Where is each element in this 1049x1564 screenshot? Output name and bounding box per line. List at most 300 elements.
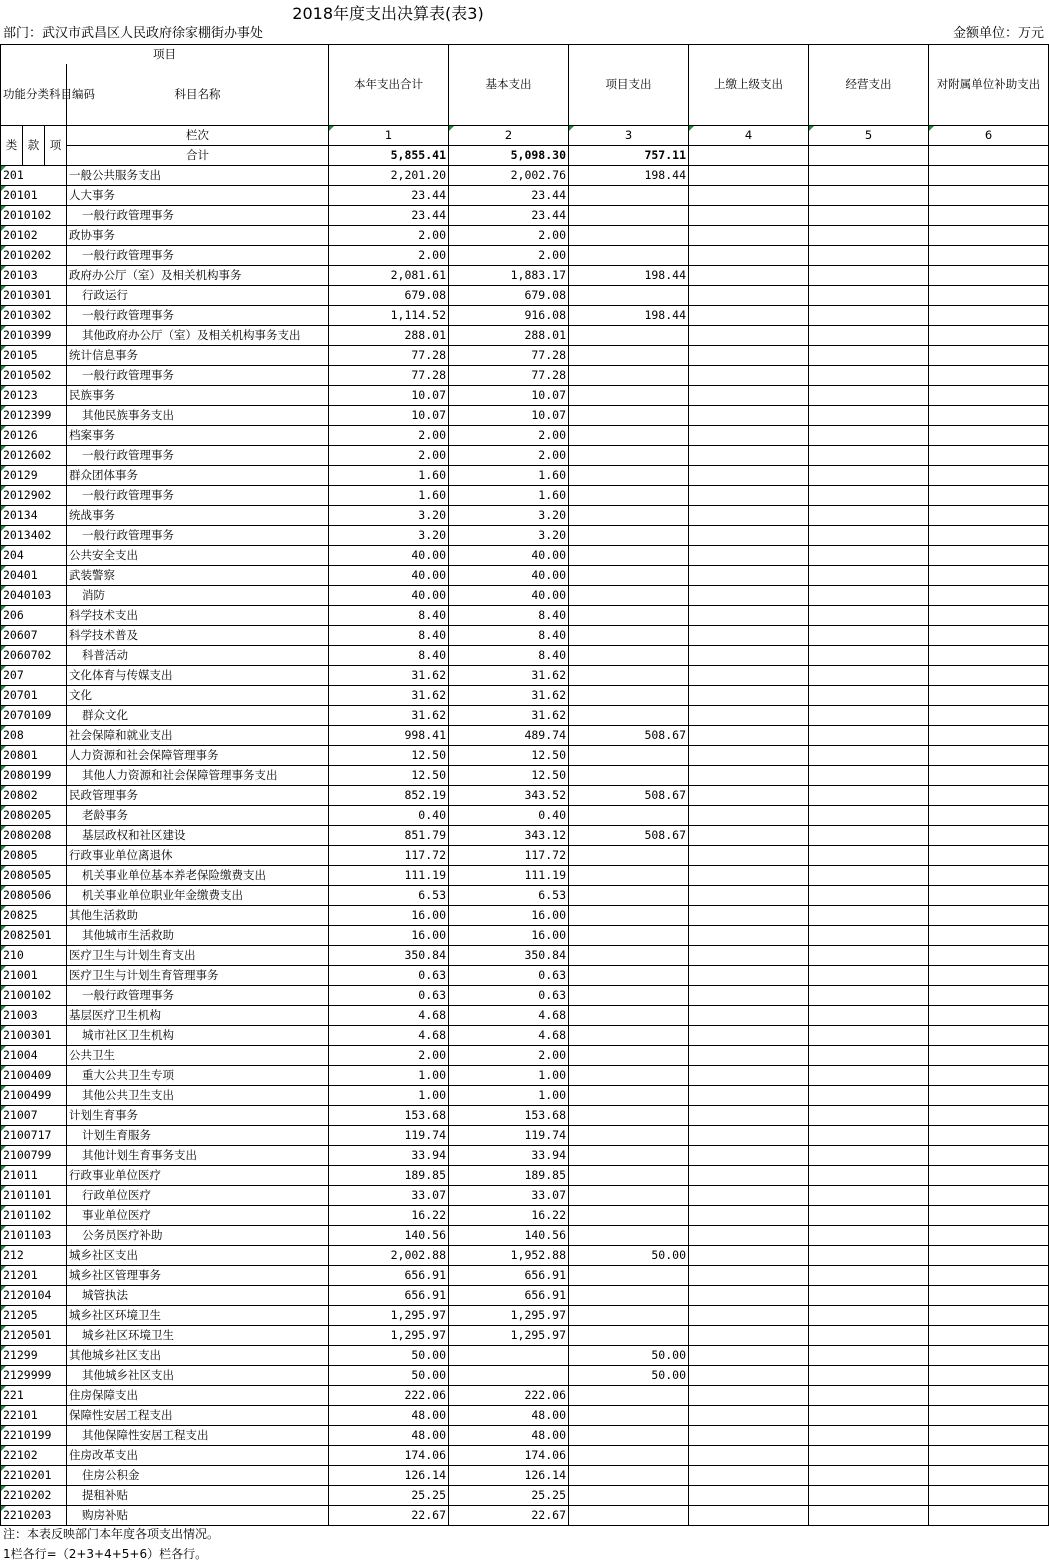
- row-value-col-2: 343.12: [449, 825, 569, 845]
- row-value-col-5: [809, 1225, 929, 1245]
- row-value-col-3: [569, 1105, 689, 1125]
- row-value-col-1: 0.63: [329, 965, 449, 985]
- row-value-col-3: [569, 245, 689, 265]
- row-value-col-1: 12.50: [329, 765, 449, 785]
- row-value-col-3: [569, 1165, 689, 1185]
- row-value-col-6: [929, 885, 1049, 905]
- row-value-col-4: [689, 1145, 809, 1165]
- row-value-col-6: [929, 345, 1049, 365]
- row-value-col-2: 1.60: [449, 465, 569, 485]
- col-number-1: 1: [329, 125, 449, 145]
- row-value-col-5: [809, 485, 929, 505]
- row-code: 206: [1, 605, 67, 625]
- row-value-col-3: [569, 1045, 689, 1065]
- row-value-col-3: [569, 605, 689, 625]
- col-number-2: 2: [449, 125, 569, 145]
- row-value-col-5: [809, 285, 929, 305]
- row-value-col-3: [569, 205, 689, 225]
- row-value-col-3: [569, 845, 689, 865]
- row-value-col-1: 10.07: [329, 385, 449, 405]
- row-value-col-6: [929, 305, 1049, 325]
- row-value-col-2: 8.40: [449, 605, 569, 625]
- row-subject-name: 文化体育与传媒支出: [67, 665, 329, 685]
- row-value-col-4: [689, 705, 809, 725]
- row-value-col-3: [569, 1145, 689, 1165]
- row-value-col-3: [569, 625, 689, 645]
- row-value-col-1: 222.06: [329, 1385, 449, 1405]
- row-value-col-2: 3.20: [449, 505, 569, 525]
- table-row: [1, 1485, 1049, 1505]
- row-value-col-4: [689, 185, 809, 205]
- row-value-col-3: [569, 1465, 689, 1485]
- table-row: [1, 1185, 1049, 1205]
- row-value-col-5: [809, 1425, 929, 1445]
- row-value-col-6: [929, 185, 1049, 205]
- row-code: 21003: [1, 1005, 67, 1025]
- row-value-col-4: [689, 1185, 809, 1205]
- row-value-col-3: [569, 365, 689, 385]
- row-code: 21011: [1, 1165, 67, 1185]
- row-value-col-2: 916.08: [449, 305, 569, 325]
- row-subject-name: 住房保障支出: [67, 1385, 329, 1405]
- table-row: [1, 185, 1049, 205]
- row-value-col-2: 656.91: [449, 1265, 569, 1285]
- row-code: 2013402: [1, 525, 67, 545]
- row-code: 221: [1, 1385, 67, 1405]
- row-subject-name: 一般行政管理事务: [67, 305, 329, 325]
- row-value-col-1: 33.94: [329, 1145, 449, 1165]
- row-value-col-2: 119.74: [449, 1125, 569, 1145]
- row-code: 2120104: [1, 1285, 67, 1305]
- row-value-col-6: [929, 1405, 1049, 1425]
- row-value-col-6: [929, 1225, 1049, 1245]
- row-value-col-2: 31.62: [449, 705, 569, 725]
- row-value-col-3: [569, 545, 689, 565]
- row-value-col-3: [569, 985, 689, 1005]
- row-value-col-2: 16.00: [449, 905, 569, 925]
- row-value-col-2: 343.52: [449, 785, 569, 805]
- row-value-col-1: 23.44: [329, 205, 449, 225]
- row-value-col-6: [929, 1005, 1049, 1025]
- row-value-col-2: 1,295.97: [449, 1325, 569, 1345]
- row-value-col-2: 40.00: [449, 565, 569, 585]
- row-value-col-5: [809, 165, 929, 185]
- row-code: 208: [1, 725, 67, 745]
- row-value-col-6: [929, 925, 1049, 945]
- row-subject-name: 住房改革支出: [67, 1445, 329, 1465]
- table-row: [1, 1425, 1049, 1445]
- table-row: [1, 1225, 1049, 1245]
- row-value-col-6: [929, 1245, 1049, 1265]
- row-value-col-4: [689, 1345, 809, 1365]
- row-value-col-1: 4.68: [329, 1025, 449, 1045]
- table-row: [1, 1505, 1049, 1525]
- table-row: [1, 865, 1049, 885]
- row-code: 2100301: [1, 1025, 67, 1045]
- table-row: [1, 1365, 1049, 1385]
- row-subject-name: 其他计划生育事务支出: [67, 1145, 329, 1165]
- row-value-col-6: [929, 1345, 1049, 1365]
- row-value-col-4: [689, 345, 809, 365]
- table-row: [1, 425, 1049, 445]
- row-value-col-3: 198.44: [569, 265, 689, 285]
- row-value-col-6: [929, 1465, 1049, 1485]
- row-subject-name: 一般行政管理事务: [67, 485, 329, 505]
- row-subject-name: 行政运行: [67, 285, 329, 305]
- row-value-col-5: [809, 1345, 929, 1365]
- row-value-col-4: [689, 1465, 809, 1485]
- row-code: 2040103: [1, 585, 67, 605]
- row-subject-name: 其他生活救助: [67, 905, 329, 925]
- row-value-col-2: 288.01: [449, 325, 569, 345]
- row-value-col-6: [929, 785, 1049, 805]
- row-value-col-2: 40.00: [449, 585, 569, 605]
- row-value-col-3: [569, 805, 689, 825]
- row-code: 212: [1, 1245, 67, 1265]
- table-row: [1, 1405, 1049, 1425]
- row-value-col-1: 6.53: [329, 885, 449, 905]
- row-value-col-1: 1.60: [329, 485, 449, 505]
- row-subject-name: 提租补贴: [67, 1485, 329, 1505]
- row-value-col-2: 10.07: [449, 385, 569, 405]
- table-row: [1, 625, 1049, 645]
- table-row: [1, 1265, 1049, 1285]
- row-value-col-1: 10.07: [329, 405, 449, 425]
- row-value-col-5: [809, 945, 929, 965]
- total-col-3: 757.11: [569, 145, 689, 165]
- row-value-col-3: [569, 425, 689, 445]
- row-subject-name: 行政事业单位医疗: [67, 1165, 329, 1185]
- row-value-col-5: [809, 185, 929, 205]
- row-value-col-6: [929, 1445, 1049, 1465]
- row-value-col-5: [809, 1185, 929, 1205]
- row-code: 2100499: [1, 1085, 67, 1105]
- row-value-col-6: [929, 165, 1049, 185]
- row-value-col-3: [569, 665, 689, 685]
- row-value-col-4: [689, 985, 809, 1005]
- row-value-col-3: [569, 525, 689, 545]
- table-row: [1, 1025, 1049, 1045]
- row-code: 22102: [1, 1445, 67, 1465]
- row-value-col-3: [569, 1425, 689, 1445]
- row-value-col-1: 1.00: [329, 1085, 449, 1105]
- table-row: [1, 1125, 1049, 1145]
- row-value-col-1: 656.91: [329, 1285, 449, 1305]
- row-code: 20105: [1, 345, 67, 365]
- row-value-col-6: [929, 385, 1049, 405]
- row-subject-name: 其他城市生活救助: [67, 925, 329, 945]
- row-value-col-4: [689, 585, 809, 605]
- row-code: 2129999: [1, 1365, 67, 1385]
- row-code: 2080199: [1, 765, 67, 785]
- row-subject-name: 城乡社区环境卫生: [67, 1325, 329, 1345]
- row-value-col-2: 1.00: [449, 1085, 569, 1105]
- row-value-col-4: [689, 1485, 809, 1505]
- table-row: [1, 245, 1049, 265]
- row-value-col-2: 189.85: [449, 1165, 569, 1185]
- row-value-col-1: 48.00: [329, 1425, 449, 1445]
- table-row: [1, 965, 1049, 985]
- row-subject-name: 公共卫生: [67, 1045, 329, 1065]
- row-value-col-5: [809, 1025, 929, 1045]
- row-code: 2210203: [1, 1505, 67, 1525]
- row-code: 2101103: [1, 1225, 67, 1245]
- page-title: 2018年度支出决算表(表3): [292, 4, 484, 23]
- row-value-col-4: [689, 605, 809, 625]
- row-value-col-6: [929, 985, 1049, 1005]
- table-row: [1, 785, 1049, 805]
- row-value-col-4: [689, 1245, 809, 1265]
- row-subject-name: 其他人力资源和社会保障管理事务支出: [67, 765, 329, 785]
- row-value-col-1: 31.62: [329, 685, 449, 705]
- row-value-col-6: [929, 805, 1049, 825]
- row-value-col-4: [689, 1125, 809, 1145]
- table-row: [1, 585, 1049, 605]
- row-value-col-3: [569, 565, 689, 585]
- row-subject-name: 一般行政管理事务: [67, 205, 329, 225]
- row-value-col-2: 1.60: [449, 485, 569, 505]
- table-row: [1, 265, 1049, 285]
- table-row: [1, 1085, 1049, 1105]
- row-value-col-2: 16.00: [449, 925, 569, 945]
- row-value-col-5: [809, 985, 929, 1005]
- row-subject-name: 机关事业单位基本养老保险缴费支出: [67, 865, 329, 885]
- row-value-col-5: [809, 1205, 929, 1225]
- row-code: 20103: [1, 265, 67, 285]
- row-value-col-4: [689, 1425, 809, 1445]
- row-value-col-3: [569, 885, 689, 905]
- row-value-col-3: [569, 1005, 689, 1025]
- row-value-col-1: 77.28: [329, 365, 449, 385]
- row-code: 20134: [1, 505, 67, 525]
- row-value-col-3: 198.44: [569, 305, 689, 325]
- row-value-col-1: 2,201.20: [329, 165, 449, 185]
- row-subject-name: 计划生育服务: [67, 1125, 329, 1145]
- row-value-col-4: [689, 305, 809, 325]
- row-subject-name: 群众团体事务: [67, 465, 329, 485]
- table-row: [1, 985, 1049, 1005]
- row-value-col-5: [809, 965, 929, 985]
- row-value-col-2: 16.22: [449, 1205, 569, 1225]
- row-value-col-3: [569, 1445, 689, 1465]
- row-value-col-5: [809, 1005, 929, 1025]
- row-code: 2082501: [1, 925, 67, 945]
- row-value-col-6: [929, 665, 1049, 685]
- row-value-col-1: 189.85: [329, 1165, 449, 1185]
- row-value-col-3: [569, 285, 689, 305]
- row-value-col-1: 22.67: [329, 1505, 449, 1525]
- row-value-col-4: [689, 1365, 809, 1385]
- row-value-col-6: [929, 585, 1049, 605]
- row-value-col-2: 1,952.88: [449, 1245, 569, 1265]
- row-value-col-1: 8.40: [329, 645, 449, 665]
- table-row: [1, 885, 1049, 905]
- row-value-col-5: [809, 925, 929, 945]
- row-code: 2012602: [1, 445, 67, 465]
- row-value-col-1: 2.00: [329, 445, 449, 465]
- row-value-col-5: [809, 205, 929, 225]
- row-value-col-3: [569, 1205, 689, 1225]
- row-subject-name: 一般行政管理事务: [67, 445, 329, 465]
- row-value-col-1: 3.20: [329, 525, 449, 545]
- row-value-col-5: [809, 305, 929, 325]
- row-subject-name: 一般行政管理事务: [67, 365, 329, 385]
- row-value-col-6: [929, 1325, 1049, 1345]
- row-subject-name: 档案事务: [67, 425, 329, 445]
- row-code: 2012399: [1, 405, 67, 425]
- row-value-col-6: [929, 405, 1049, 425]
- row-subject-name: 购房补贴: [67, 1505, 329, 1525]
- row-value-col-2: 77.28: [449, 365, 569, 385]
- total-col-5: [809, 145, 929, 165]
- row-value-col-4: [689, 365, 809, 385]
- row-value-col-3: [569, 1305, 689, 1325]
- row-value-col-5: [809, 265, 929, 285]
- row-code: 2210199: [1, 1425, 67, 1445]
- row-value-col-1: 2,002.88: [329, 1245, 449, 1265]
- row-value-col-4: [689, 965, 809, 985]
- table-row: [1, 545, 1049, 565]
- row-subject-name: 医疗卫生与计划生育支出: [67, 945, 329, 965]
- row-subject-name: 政府办公厅（室）及相关机构事务: [67, 265, 329, 285]
- row-value-col-2: 1,883.17: [449, 265, 569, 285]
- row-value-col-4: [689, 165, 809, 185]
- row-subject-name: 重大公共卫生专项: [67, 1065, 329, 1085]
- row-value-col-5: [809, 1445, 929, 1465]
- row-subject-name: 保障性安居工程支出: [67, 1405, 329, 1425]
- row-value-col-4: [689, 1105, 809, 1125]
- row-value-col-5: [809, 425, 929, 445]
- row-code: 2010302: [1, 305, 67, 325]
- row-value-col-5: [809, 645, 929, 665]
- row-value-col-4: [689, 565, 809, 585]
- row-value-col-1: 2.00: [329, 425, 449, 445]
- row-value-col-3: 508.67: [569, 785, 689, 805]
- row-value-col-6: [929, 265, 1049, 285]
- row-subject-name: 群众文化: [67, 705, 329, 725]
- row-subject-name: 老龄事务: [67, 805, 329, 825]
- row-subject-name: 其他城乡社区支出: [67, 1345, 329, 1365]
- row-value-col-4: [689, 825, 809, 845]
- row-value-col-6: [929, 945, 1049, 965]
- row-value-col-5: [809, 1125, 929, 1145]
- row-value-col-3: [569, 925, 689, 945]
- table-row: [1, 365, 1049, 385]
- row-value-col-6: [929, 1205, 1049, 1225]
- row-value-col-2: 140.56: [449, 1225, 569, 1245]
- header-func-code: 功能分类科目编码: [1, 64, 67, 125]
- row-code: 2060702: [1, 645, 67, 665]
- row-value-col-5: [809, 345, 929, 365]
- note-line-2: 1栏各行=（2+3+4+5+6）栏各行。: [3, 1547, 208, 1561]
- col-number-6: 6: [929, 125, 1049, 145]
- row-value-col-6: [929, 465, 1049, 485]
- header-lei: 类: [1, 125, 23, 165]
- row-value-col-3: [569, 965, 689, 985]
- table-row: [1, 1145, 1049, 1165]
- table-row: [1, 1325, 1049, 1345]
- row-value-col-2: 2.00: [449, 1045, 569, 1065]
- row-value-col-1: 50.00: [329, 1345, 449, 1365]
- department-label: 部门：武汉市武昌区人民政府徐家棚街办事处: [3, 26, 264, 41]
- row-value-col-1: 2.00: [329, 245, 449, 265]
- table-row: [1, 825, 1049, 845]
- table-row: [1, 285, 1049, 305]
- table-row: [1, 225, 1049, 245]
- row-value-col-1: 48.00: [329, 1405, 449, 1425]
- row-value-col-2: 25.25: [449, 1485, 569, 1505]
- row-code: 20805: [1, 845, 67, 865]
- row-value-col-5: [809, 905, 929, 925]
- row-value-col-2: 153.68: [449, 1105, 569, 1125]
- row-value-col-2: 679.08: [449, 285, 569, 305]
- row-value-col-5: [809, 565, 929, 585]
- row-value-col-6: [929, 285, 1049, 305]
- row-value-col-6: [929, 1045, 1049, 1065]
- row-value-col-4: [689, 225, 809, 245]
- row-value-col-5: [809, 665, 929, 685]
- row-value-col-5: [809, 225, 929, 245]
- row-value-col-1: 16.00: [329, 925, 449, 945]
- row-value-col-6: [929, 1025, 1049, 1045]
- row-value-col-5: [809, 845, 929, 865]
- table-row: [1, 905, 1049, 925]
- row-value-col-3: [569, 1405, 689, 1425]
- row-value-col-1: 111.19: [329, 865, 449, 885]
- row-code: 21007: [1, 1105, 67, 1125]
- row-value-col-6: [929, 545, 1049, 565]
- row-subject-name: 一般行政管理事务: [67, 245, 329, 265]
- row-subject-name: 城乡社区环境卫生: [67, 1305, 329, 1325]
- table-row: [1, 685, 1049, 705]
- row-value-col-4: [689, 1085, 809, 1105]
- row-value-col-2: 33.94: [449, 1145, 569, 1165]
- row-code: 20123: [1, 385, 67, 405]
- row-value-col-4: [689, 545, 809, 565]
- row-value-col-2: 174.06: [449, 1445, 569, 1465]
- header-kuan: 款: [23, 125, 45, 165]
- row-value-col-5: [809, 825, 929, 845]
- table-row: [1, 1105, 1049, 1125]
- header-subject-name: 科目名称: [67, 64, 329, 125]
- row-value-col-5: [809, 805, 929, 825]
- row-subject-name: 其他政府办公厅（室）及相关机构事务支出: [67, 325, 329, 345]
- row-subject-name: 一般公共服务支出: [67, 165, 329, 185]
- row-value-col-3: 508.67: [569, 725, 689, 745]
- row-value-col-2: [449, 1345, 569, 1365]
- row-value-col-5: [809, 505, 929, 525]
- row-code: 2080505: [1, 865, 67, 885]
- row-value-col-4: [689, 945, 809, 965]
- row-value-col-1: 1.00: [329, 1065, 449, 1085]
- table-row: [1, 325, 1049, 345]
- row-subject-name: 民族事务: [67, 385, 329, 405]
- row-value-col-4: [689, 205, 809, 225]
- row-value-col-3: [569, 325, 689, 345]
- row-value-col-3: [569, 405, 689, 425]
- row-subject-name: 其他保障性安居工程支出: [67, 1425, 329, 1445]
- row-code: 2080205: [1, 805, 67, 825]
- row-value-col-6: [929, 645, 1049, 665]
- row-subject-name: 医疗卫生与计划生育管理事务: [67, 965, 329, 985]
- row-code: 21299: [1, 1345, 67, 1365]
- table-row: [1, 945, 1049, 965]
- row-value-col-5: [809, 1105, 929, 1125]
- row-value-col-1: 40.00: [329, 565, 449, 585]
- row-value-col-1: 117.72: [329, 845, 449, 865]
- row-subject-name: 科学技术普及: [67, 625, 329, 645]
- row-value-col-1: 126.14: [329, 1465, 449, 1485]
